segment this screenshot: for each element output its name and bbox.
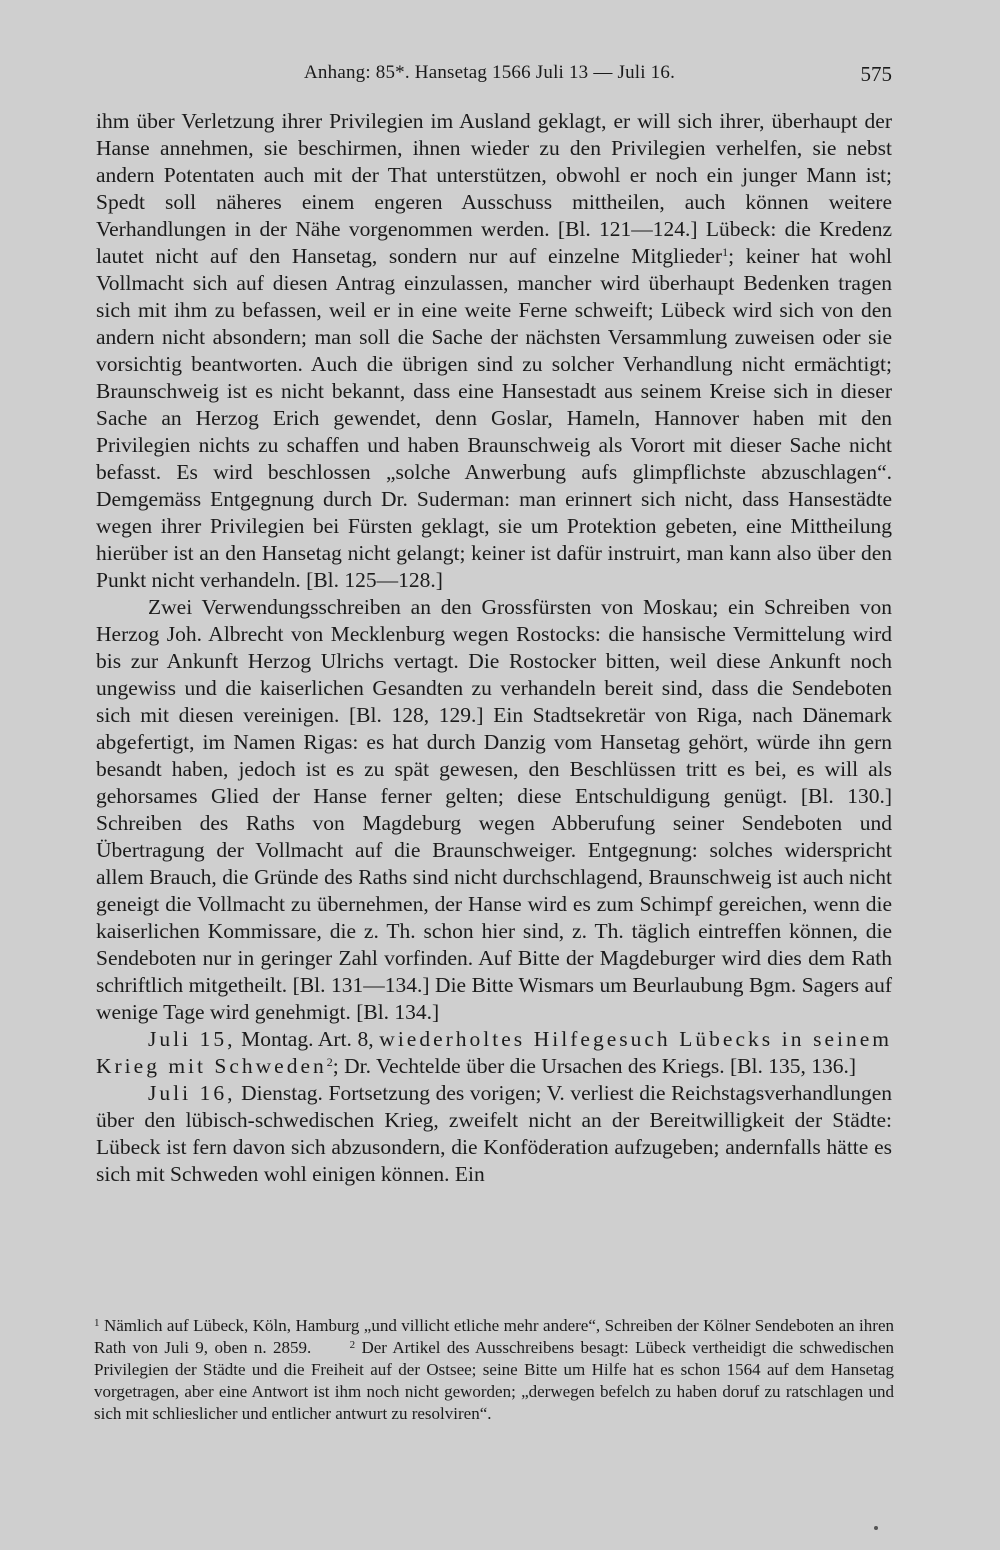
paragraph-3-text-b: ; Dr. Vechtelde über die Ursachen des Kriegs. [Bl. 135, 136.] [332,1054,856,1078]
body-text [96,108,892,1188]
page-number: 575 [860,62,892,86]
footnote-2-mark: 2 [349,1339,356,1351]
page-header [96,62,892,90]
footnote-text [94,1315,894,1425]
footnote-1: Nämlich auf Lübeck, Köln, Hamburg „und villicht etliche mehr andere“, Schreiben der Kölner Sendeboten an ihren Rath von Juli 9, oben n. 2859. [94,1316,894,1357]
paragraph-4 [96,1080,892,1188]
running-head: Anhang: 85*. Hansetag 1566 Juli 13 — Juli 16. [304,62,676,83]
paragraph-3-text-a: Montag. Art. 8, [235,1027,380,1051]
footnotes [94,1315,894,1425]
paragraph-1-text: ihm über Verletzung ihrer Privilegien im Ausland geklagt, er will sich ihrer, überhaupt der Hanse annehmen, sie beschirmen, ihnen wieder zu den Privilegien verhelfen, sie nebst andern Potentaten auch mit der That unterstützen, obwohl er noch ein junger Mann ist; Spedt soll näheres einem engeren Ausschuss mittheilen, auch können weitere Verhandlungen in der Nähe vorgenommen werden. [Bl. 121—124.] Lübeck: die Kredenz lautet nicht auf den Hansetag, sondern nur auf einzelne Mitglieder [96,109,892,268]
footnote-2: Der Artikel des Ausschreibens besagt: Lübeck vertheidigt die schwedischen Privilegien der Städte und die Freiheit auf der Ostsee; seine Bitte um Hilfe hat es schon 1564 auf dem Hansetag vorgetragen, aber eine Antwort ist ihm noch nicht geworden; „derwegen befelch zu haben doruf zu ratschlagen und sich mit schlieslicher und entlicher antwurt zu resolviren“. [94,1338,895,1423]
footnote-1-mark: 1 [94,1317,100,1329]
paragraph-4-text: Dienstag. Fortsetzung des vorigen; V. verliest die Reichstagsverhandlungen über den lübisch-schwedischen Krieg, zweifelt nicht an der Bereitwilligkeit der Städte: Lübeck ist fern davon sich abzusondern, die Konföderation aufzugeben; andernfalls hätte es sich mit Schweden wohl einigen können. Ein [96,1081,892,1186]
paragraph-1-continued: ; keiner hat wohl Vollmacht sich auf diesen Antrag einzulassen, mancher wird überhaupt Bedenken tragen sich mit ihm zu befassen, weil er in eine weite Ferne schweift; Lübeck wird sich von den andern nicht absondern; man soll die Sache der nächsten Versammlung zuweisen oder sie vorsichtig beantworten. Auch die übrigen sind zu solcher Verhandlung nicht ermächtigt; Braunschweig ist es nicht bekannt, dass eine Hansestadt aus seinem Kreise sich in dieser Sache an Herzog Erich gewendet, denn Goslar, Hameln, Hannover haben mit den Privilegien nichts zu schaffen und haben Braunschweig als Vorort mit dieser Sache nicht befasst. Es wird beschlossen „solche Anwerbung aufs glimpflichste abzuschlagen“. Demgemäss Entgegnung durch Dr. Suderman: man erinnert sich nicht, dass Hansestädte wegen ihrer Privilegien bei Fürsten geklagt, sie um Protektion gebeten, eine Mittheilung hierüber ist an den Hansetag nicht gelangt; keiner ist dafür instruirt, man kann also über den Punkt nicht verhandeln. [Bl. 125—128.] [96,244,892,592]
paragraph-3 [96,1026,892,1080]
scan-speck [874,1526,878,1530]
paragraph-1 [96,108,892,594]
date-juli-16: Juli 16, [148,1081,236,1105]
footnote-ref-1: 1 [722,245,729,259]
date-juli-15: Juli 15, [148,1027,236,1051]
paragraph-3-spaced: wiederholtes Hilfegesuch Lübecks in seinem Krieg mit Schweden [96,1027,892,1078]
paragraph-2: Zwei Verwendungsschreiben an den Grossfürsten von Moskau; ein Schreiben von Herzog Joh. Albrecht von Mecklenburg wegen Rostocks: die hansische Vermittelung wird bis zur Ankunft Herzog Ulrichs vertagt. Die Rostocker bitten, weil diese Ankunft noch ungewiss und die kaiserlichen Gesandten zu verhandeln bereit sind, dass die Sendeboten sich mit diesen vereinigen. [Bl. 128, 129.] Ein Stadtsekretär von Riga, nach Dänemark abgefertigt, im Namen Rigas: es hat durch Danzig vom Hansetag gehört, würde ihn gern besandt haben, jedoch ist es zu spät gewesen, den Beschlüssen tritt es bei, es will als gehorsames Glied der Hanse ferner gelten; diese Entschuldigung genügt. [Bl. 130.] Schreiben des Raths von Magdeburg wegen Abberufung seiner Sendeboten und Übertragung der Vollmacht auf die Braunschweiger. Entgegnung: solches widerspricht allem Brauch, die Gründe des Raths sind nicht durchschlagend, Braunschweig ist auch nicht geneigt die Vollmacht zu übernehmen, der Hanse wird es zum Schimpf gereichen, wenn die kaiserlichen Kommissare, die z. Th. schon hier sind, z. Th. täglich eintreffen können, die Sendeboten nur in geringer Zahl vorfinden. Auf Bitte der Magdeburger wird dies dem Rath schriftlich mitgetheilt. [Bl. 131—134.] Die Bitte Wismars um Beurlaubung Bgm. Sagers auf wenige Tage wird genehmigt. [Bl. 134.] [96,595,892,1024]
footnote-ref-2: 2 [326,1055,333,1069]
